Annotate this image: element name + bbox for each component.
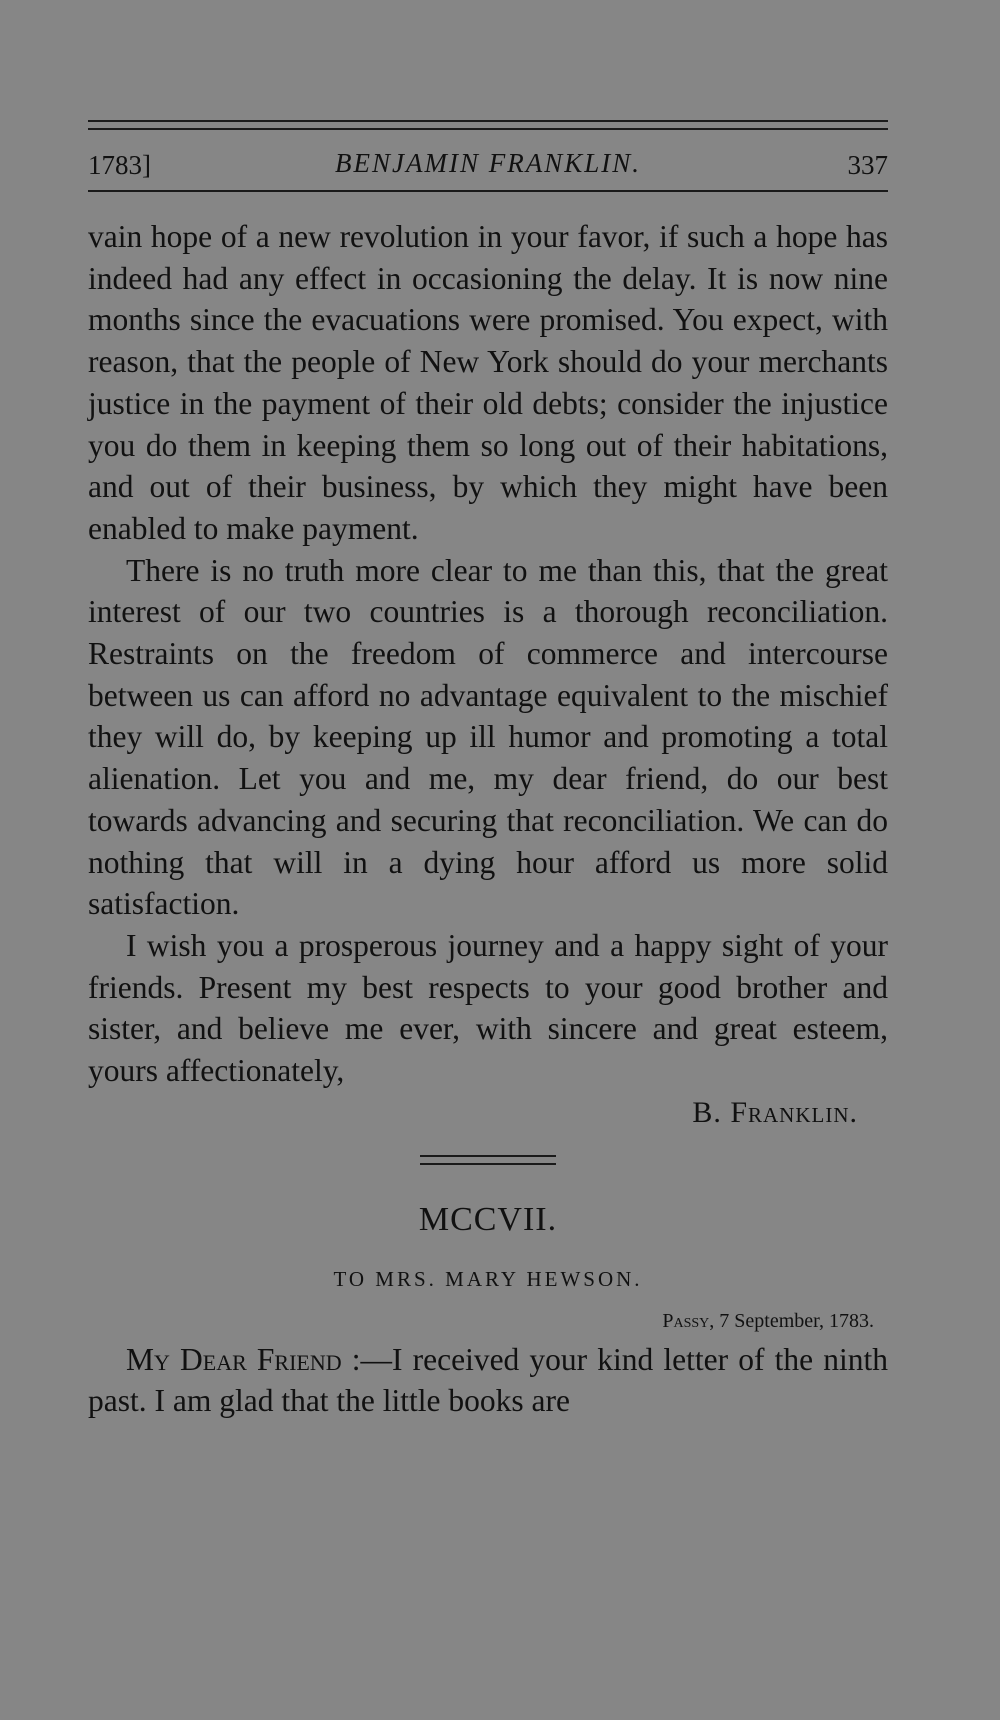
page-number: 337 [847, 150, 888, 180]
book-page [88, 120, 888, 1422]
salutation: My Dear Friend [126, 1341, 342, 1377]
dateline-place: Passy, [662, 1309, 715, 1332]
running-head [88, 130, 888, 192]
letter-addressee: TO MRS. MARY HEWSON. [333, 1266, 643, 1291]
dateline [88, 1310, 888, 1333]
opening-paragraph [88, 1339, 888, 1422]
paragraph: There is no truth more clear to me than this, that the great interest of our two countries is a thorough reconciliation. Restraints on the freedom of commerce and intercourse between us can afford no advantage equivalent to the mischief they will do, by keeping up ill humor and promoting a total alienation. Let you and me, my dear friend, do our best towards advancing and securing that reconciliation. We can do nothing that will in a dying hour afford us more solid satisfaction. [88, 552, 888, 922]
top-double-rule [88, 120, 888, 130]
dateline-date: 7 September, 1783. [719, 1309, 874, 1332]
opening-text: :—I received your kind letter of the ninth past. I am glad that the little books are [88, 1341, 888, 1419]
next-letter-body [88, 1339, 888, 1422]
running-head-year: 1783] [88, 150, 151, 180]
letter-body [88, 216, 888, 1092]
section-separator-rule [420, 1155, 556, 1165]
running-head-title: BENJAMIN FRANKLIN. [335, 148, 641, 178]
paragraph-continued: vain hope of a new revolution in your favor, if such a hope has indeed had any effect in occasioning the delay. It is now nine months since the evacuations were promised. You expect, with reason, that the people of New York should do your merchants justice in the payment of their old debts; consider the injustice you do them in keeping them so long out of their habitations, and out of their business, by which they might have been enabled to make payment. [88, 219, 888, 546]
letter-number: MCCVII. [418, 1200, 558, 1238]
paragraph: I wish you a prosperous journey and a happy sight of your friends. Present my best respects to your good brother and sister, and believe me ever, with sincere and great esteem, yours affectionately, [88, 927, 888, 1089]
signature: B. Franklin. [692, 1095, 858, 1129]
